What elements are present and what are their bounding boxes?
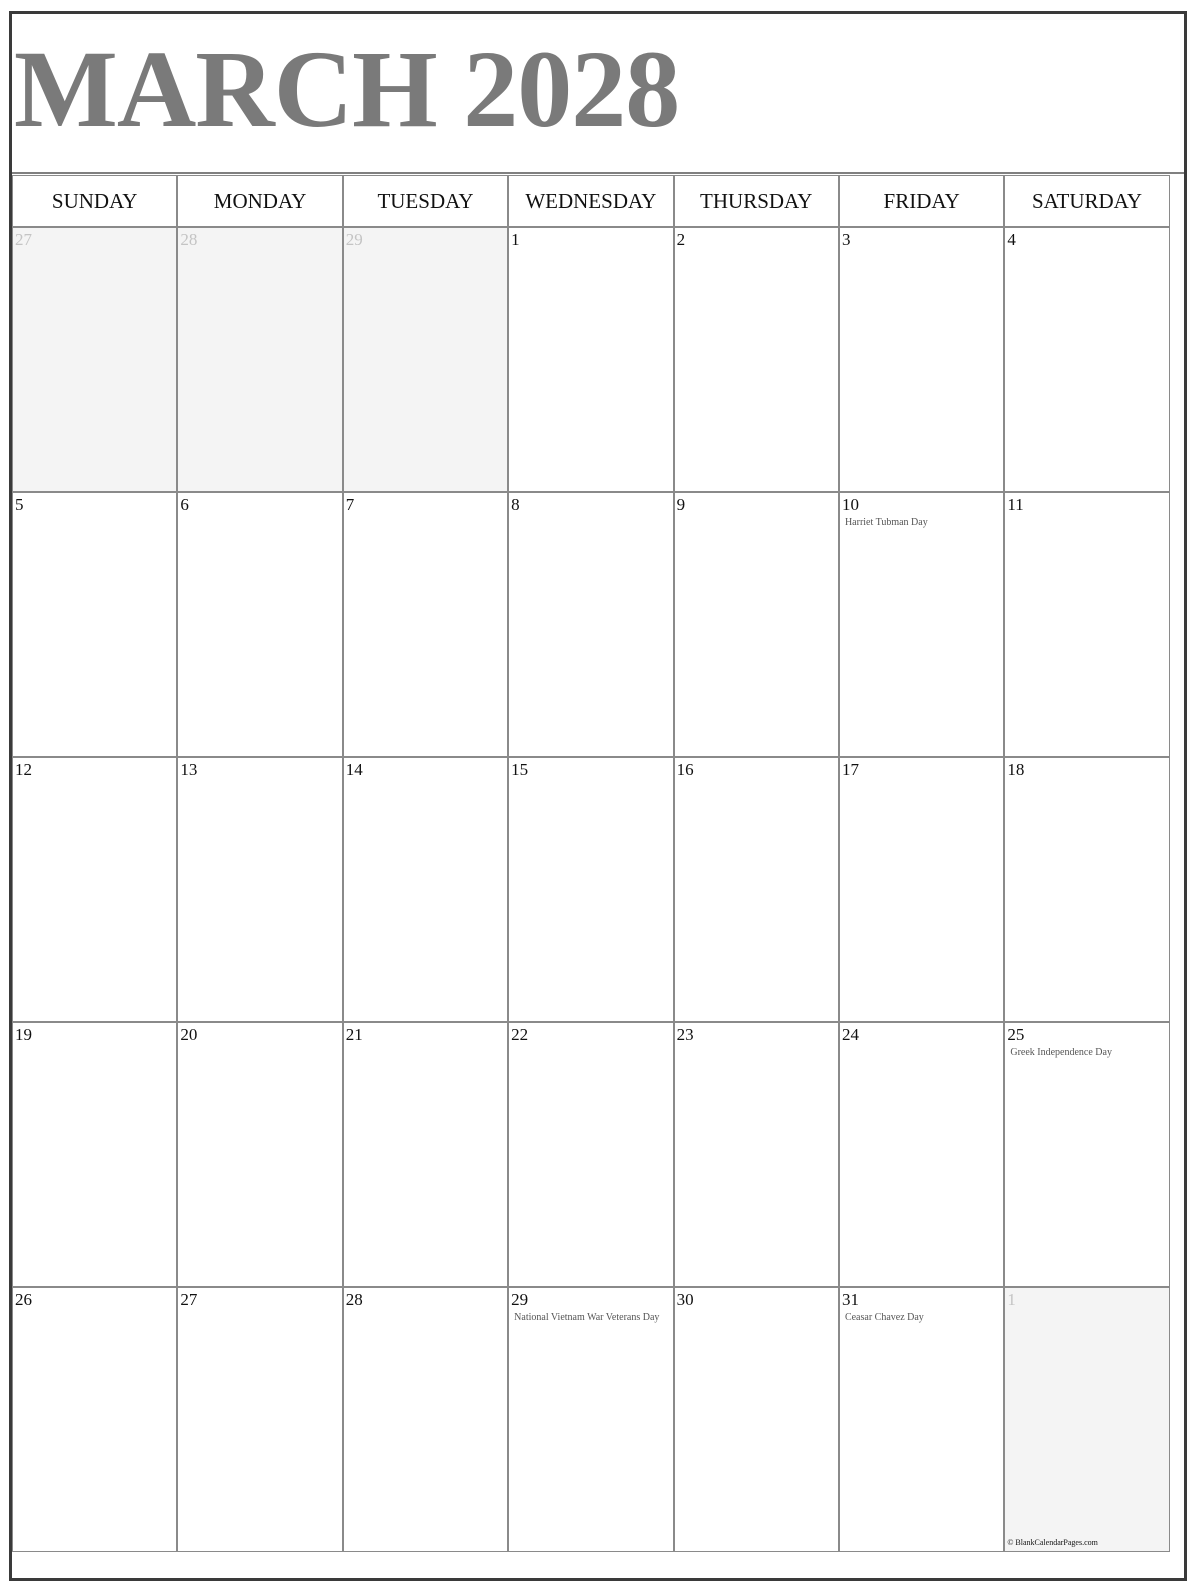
day-number: 22 — [511, 1025, 529, 1044]
day-cell — [1004, 757, 1169, 1022]
day-cell — [508, 492, 673, 757]
day-cell — [343, 1287, 508, 1552]
day-cell-outside — [1004, 1287, 1169, 1552]
day-number: 15 — [511, 760, 529, 779]
day-number: 25 — [1007, 1025, 1025, 1044]
day-cell — [1004, 492, 1169, 757]
day-number: 5 — [15, 495, 24, 514]
day-number: 19 — [15, 1025, 32, 1044]
day-number: 1 — [511, 230, 520, 249]
calendar-grid — [12, 175, 1184, 1552]
day-cell — [12, 1022, 177, 1287]
weekday-header-sunday: SUNDAY — [12, 175, 177, 227]
day-cell — [177, 1287, 342, 1552]
day-number: 17 — [841, 760, 859, 779]
day-cell — [343, 1022, 508, 1287]
day-number: 7 — [345, 495, 355, 514]
day-number: 31 — [841, 1290, 859, 1309]
weekday-header-thursday: THURSDAY — [674, 175, 839, 227]
credit-text: © BlankCalendarPages.com — [1007, 1538, 1098, 1547]
day-number: 27 — [180, 1290, 198, 1309]
day-number: 2 — [676, 230, 686, 249]
day-number: 24 — [841, 1025, 859, 1044]
day-cell — [177, 1022, 342, 1287]
day-cell-outside — [12, 227, 177, 492]
day-cell — [674, 227, 839, 492]
day-number: 29 — [345, 230, 363, 249]
day-cell — [508, 757, 673, 1022]
day-cell — [177, 492, 342, 757]
day-cell — [343, 492, 508, 757]
weekday-header-monday: MONDAY — [177, 175, 342, 227]
day-cell — [674, 492, 839, 757]
day-cell — [508, 227, 673, 492]
day-cell — [839, 1287, 1004, 1552]
day-cell — [177, 757, 342, 1022]
calendar-page — [9, 11, 1187, 1581]
day-number: 28 — [345, 1290, 363, 1309]
day-number: 8 — [511, 495, 520, 514]
day-number: 13 — [180, 760, 198, 779]
day-number: 30 — [676, 1290, 694, 1309]
day-number: 29 — [511, 1290, 529, 1309]
holiday-label: Ceasar Chavez Day — [844, 1312, 924, 1323]
day-cell — [839, 492, 1004, 757]
holiday-label: Harriet Tubman Day — [844, 517, 928, 528]
day-number: 27 — [15, 230, 32, 249]
day-cell — [508, 1287, 673, 1552]
day-cell — [674, 1022, 839, 1287]
day-number: 11 — [1007, 495, 1024, 514]
day-number: 14 — [345, 760, 363, 779]
day-number: 10 — [841, 495, 859, 514]
day-number: 26 — [15, 1290, 32, 1309]
weekday-header-friday: FRIDAY — [839, 175, 1004, 227]
day-cell — [839, 227, 1004, 492]
day-number: 18 — [1007, 760, 1025, 779]
day-cell — [12, 492, 177, 757]
day-cell — [839, 757, 1004, 1022]
day-number: 20 — [180, 1025, 198, 1044]
day-cell — [1004, 1022, 1169, 1287]
page-title: MARCH 2028 — [14, 28, 680, 150]
day-number: 21 — [345, 1025, 363, 1044]
day-number: 23 — [676, 1025, 694, 1044]
day-cell-outside — [343, 227, 508, 492]
day-cell — [1004, 227, 1169, 492]
weekday-header-wednesday: WEDNESDAY — [508, 175, 673, 227]
day-number: 12 — [15, 760, 32, 779]
day-cell — [508, 1022, 673, 1287]
day-cell — [839, 1022, 1004, 1287]
day-number: 4 — [1007, 230, 1016, 249]
day-number: 3 — [841, 230, 851, 249]
day-number: 16 — [676, 760, 694, 779]
day-cell — [12, 757, 177, 1022]
day-cell — [674, 757, 839, 1022]
day-cell — [343, 757, 508, 1022]
day-cell — [674, 1287, 839, 1552]
title-area — [12, 14, 1184, 174]
weekday-header-saturday: SATURDAY — [1004, 175, 1169, 227]
holiday-label: Greek Independence Day — [1010, 1047, 1112, 1058]
day-number: 1 — [1007, 1290, 1016, 1309]
day-cell — [12, 1287, 177, 1552]
day-number: 9 — [676, 495, 686, 514]
day-number: 28 — [180, 230, 198, 249]
day-cell-outside — [177, 227, 342, 492]
weekday-header-tuesday: TUESDAY — [343, 175, 508, 227]
holiday-label: National Vietnam War Veterans Day — [514, 1312, 660, 1323]
day-number: 6 — [180, 495, 189, 514]
